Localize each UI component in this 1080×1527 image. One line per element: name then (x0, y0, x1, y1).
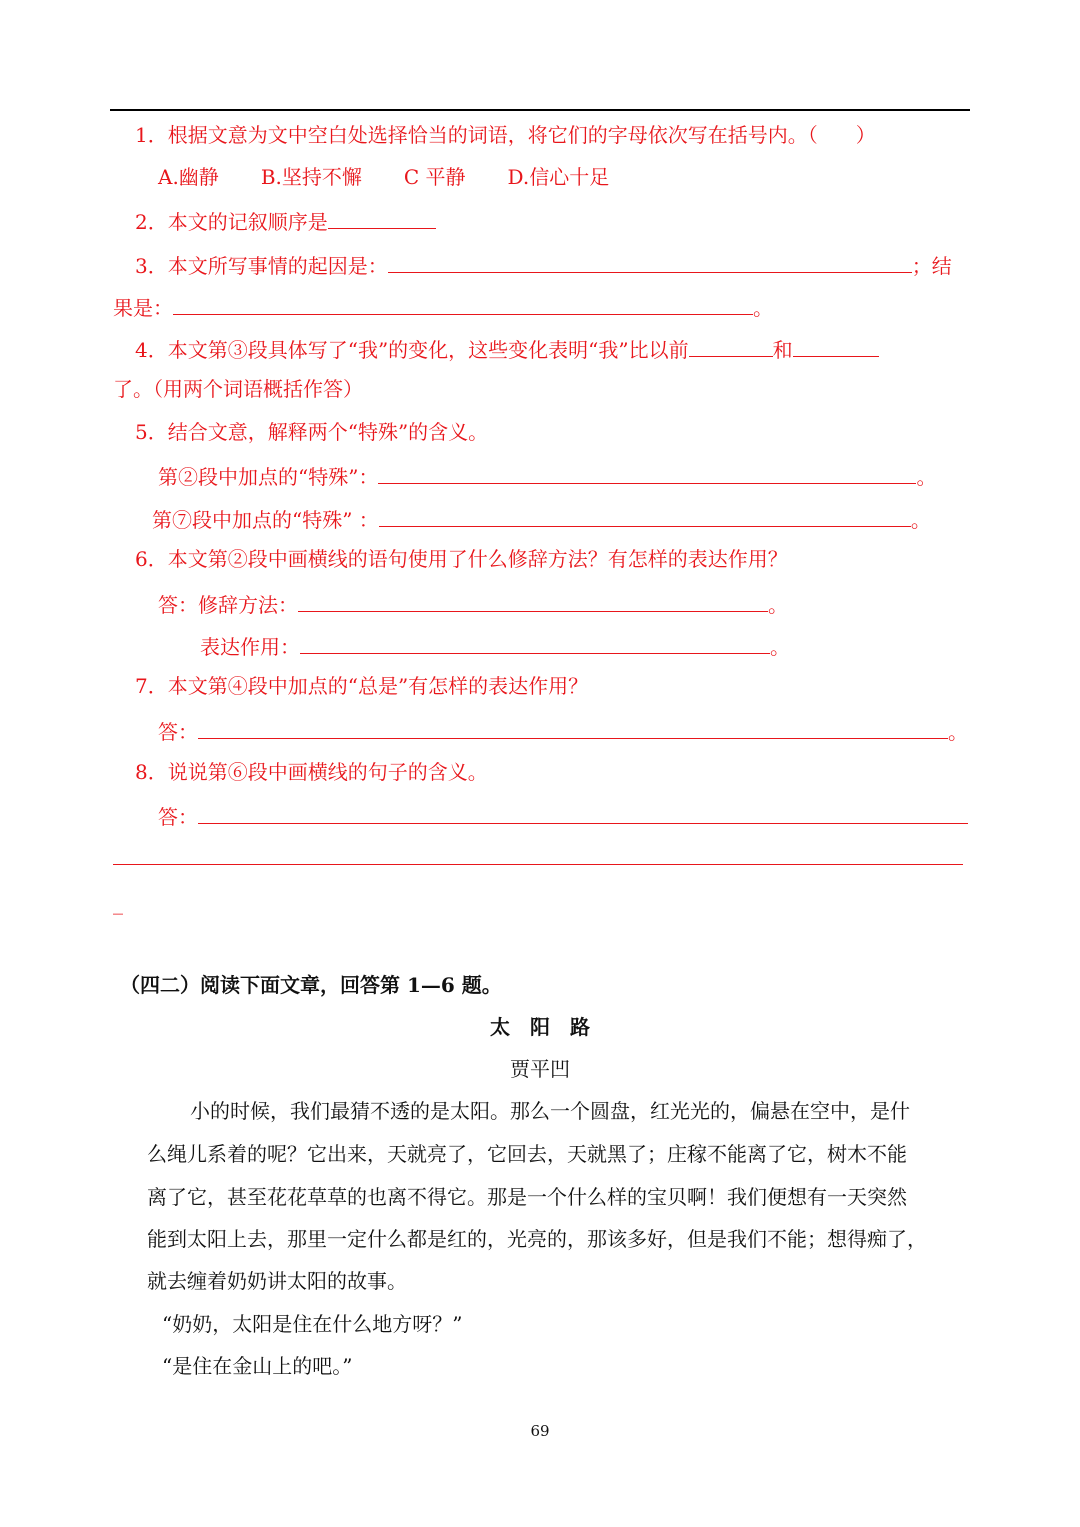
answer-blank[interactable] (378, 461, 916, 484)
answer-blank[interactable] (689, 334, 773, 357)
question-6-b-text: 表达作用： (200, 635, 300, 659)
question-3 (135, 250, 952, 279)
question-5-a-text: 第②段中加点的“特殊”： (158, 465, 379, 489)
question-6-text: 6．本文第②段中画横线的语句使用了什么修辞方法？有怎样的表达作用？ (135, 547, 788, 571)
answer-blank[interactable] (173, 292, 753, 315)
question-5 (135, 419, 488, 445)
question-5-b-end: 。 (910, 508, 931, 532)
dialogue-line: “是住在金山上的吧。” (162, 1354, 353, 1378)
question-5-a (158, 461, 936, 490)
answer-blank[interactable] (198, 801, 968, 824)
question-7-a-end: 。 (948, 720, 968, 744)
question-6-b (200, 631, 790, 660)
answer-blank[interactable] (388, 250, 912, 273)
option-d: D.信心十足 (507, 165, 610, 189)
answer-blank[interactable] (328, 206, 436, 229)
question-8-text: 8．说说第⑥段中画横线的句子的含义。 (135, 760, 488, 784)
question-3-cont-text: 果是： (113, 296, 173, 320)
question-4 (135, 334, 879, 363)
question-3-cont (113, 292, 773, 321)
question-4-text: 4．本文第③段具体写了“我”的变化，这些变化表明“我”比以前 (135, 338, 689, 362)
question-2 (135, 206, 436, 235)
question-1 (135, 122, 876, 148)
question-4-cont (113, 376, 363, 402)
answer-blank[interactable] (379, 504, 911, 527)
answer-blank[interactable] (198, 716, 948, 739)
section-heading: （四二）阅读下面文章，回答第 1—6 题。 (120, 973, 502, 997)
answer-blank[interactable] (298, 589, 768, 612)
answer-blank[interactable] (793, 334, 879, 357)
question-1-options (158, 164, 609, 190)
question-7-text: 7．本文第④段中加点的“总是”有怎样的表达作用？ (135, 674, 589, 698)
question-6 (135, 546, 788, 572)
option-c: C 平静 (403, 165, 466, 189)
question-6-a-end: 。 (768, 593, 788, 617)
question-5-text: 5．结合文意，解释两个“特殊”的含义。 (135, 420, 489, 444)
top-rule (110, 109, 970, 111)
question-6-b-end: 。 (770, 635, 790, 659)
article-author: 贾平凹 (510, 1057, 570, 1081)
dialogue-line: “奶奶，太阳是住在什么地方呀？” (162, 1312, 463, 1336)
question-7-a (158, 716, 968, 745)
question-3-end: 。 (753, 296, 773, 320)
option-a: A.幽静 (158, 165, 219, 189)
paragraph-line: 就去缠着奶奶讲太阳的故事。 (147, 1269, 407, 1293)
question-6-a (158, 589, 788, 618)
question-3-text: 3．本文所写事情的起因是： (135, 254, 388, 278)
answer-blank[interactable] (300, 631, 770, 654)
question-2-text: 2．本文的记叙顺序是 (135, 210, 328, 234)
question-3-tail: ；结 (911, 254, 952, 278)
question-8 (135, 759, 488, 785)
question-5-b (152, 504, 931, 533)
paragraph-line: 小的时候，我们最猜不透的是太阳。那么一个圆盘，红光光的，偏悬在空中，是什 (190, 1099, 910, 1123)
question-6-a-text: 答：修辞方法： (158, 593, 298, 617)
article-title: 太 阳 路 (490, 1015, 590, 1039)
paragraph-line: 么绳儿系着的呢？它出来，天就亮了，它回去，天就黑了；庄稼不能离了它，树木不能 (147, 1142, 907, 1166)
question-1-close: ） (855, 123, 876, 147)
question-5-a-end: 。 (916, 465, 937, 489)
question-8-dash (113, 890, 123, 916)
question-8-a-text: 答： (158, 805, 198, 829)
option-b: B.坚持不懈 (260, 165, 362, 189)
question-8-a (158, 801, 968, 830)
page-number: 69 (530, 1422, 550, 1440)
question-7 (135, 673, 588, 699)
paragraph-line: 能到太阳上去，那里一定什么都是红的，光亮的，那该多好，但是我们不能；想得痴了， (147, 1227, 927, 1251)
question-1-text: 1．根据文意为文中空白处选择恰当的词语，将它们的字母依次写在括号内。（ (135, 123, 818, 147)
question-5-b-text: 第⑦段中加点的“特殊” ： (152, 508, 379, 532)
question-4-cont-text: 了。（用两个词语概括作答） (113, 377, 363, 401)
dash-mark: _ (113, 891, 123, 915)
answer-line[interactable] (113, 864, 963, 865)
paragraph-line: 离了它，甚至花花草草的也离不得它。那是一个什么样的宝贝啊！我们便想有一天突然 (147, 1185, 907, 1209)
question-4-mid: 和 (772, 338, 793, 362)
question-7-a-text: 答： (158, 720, 198, 744)
